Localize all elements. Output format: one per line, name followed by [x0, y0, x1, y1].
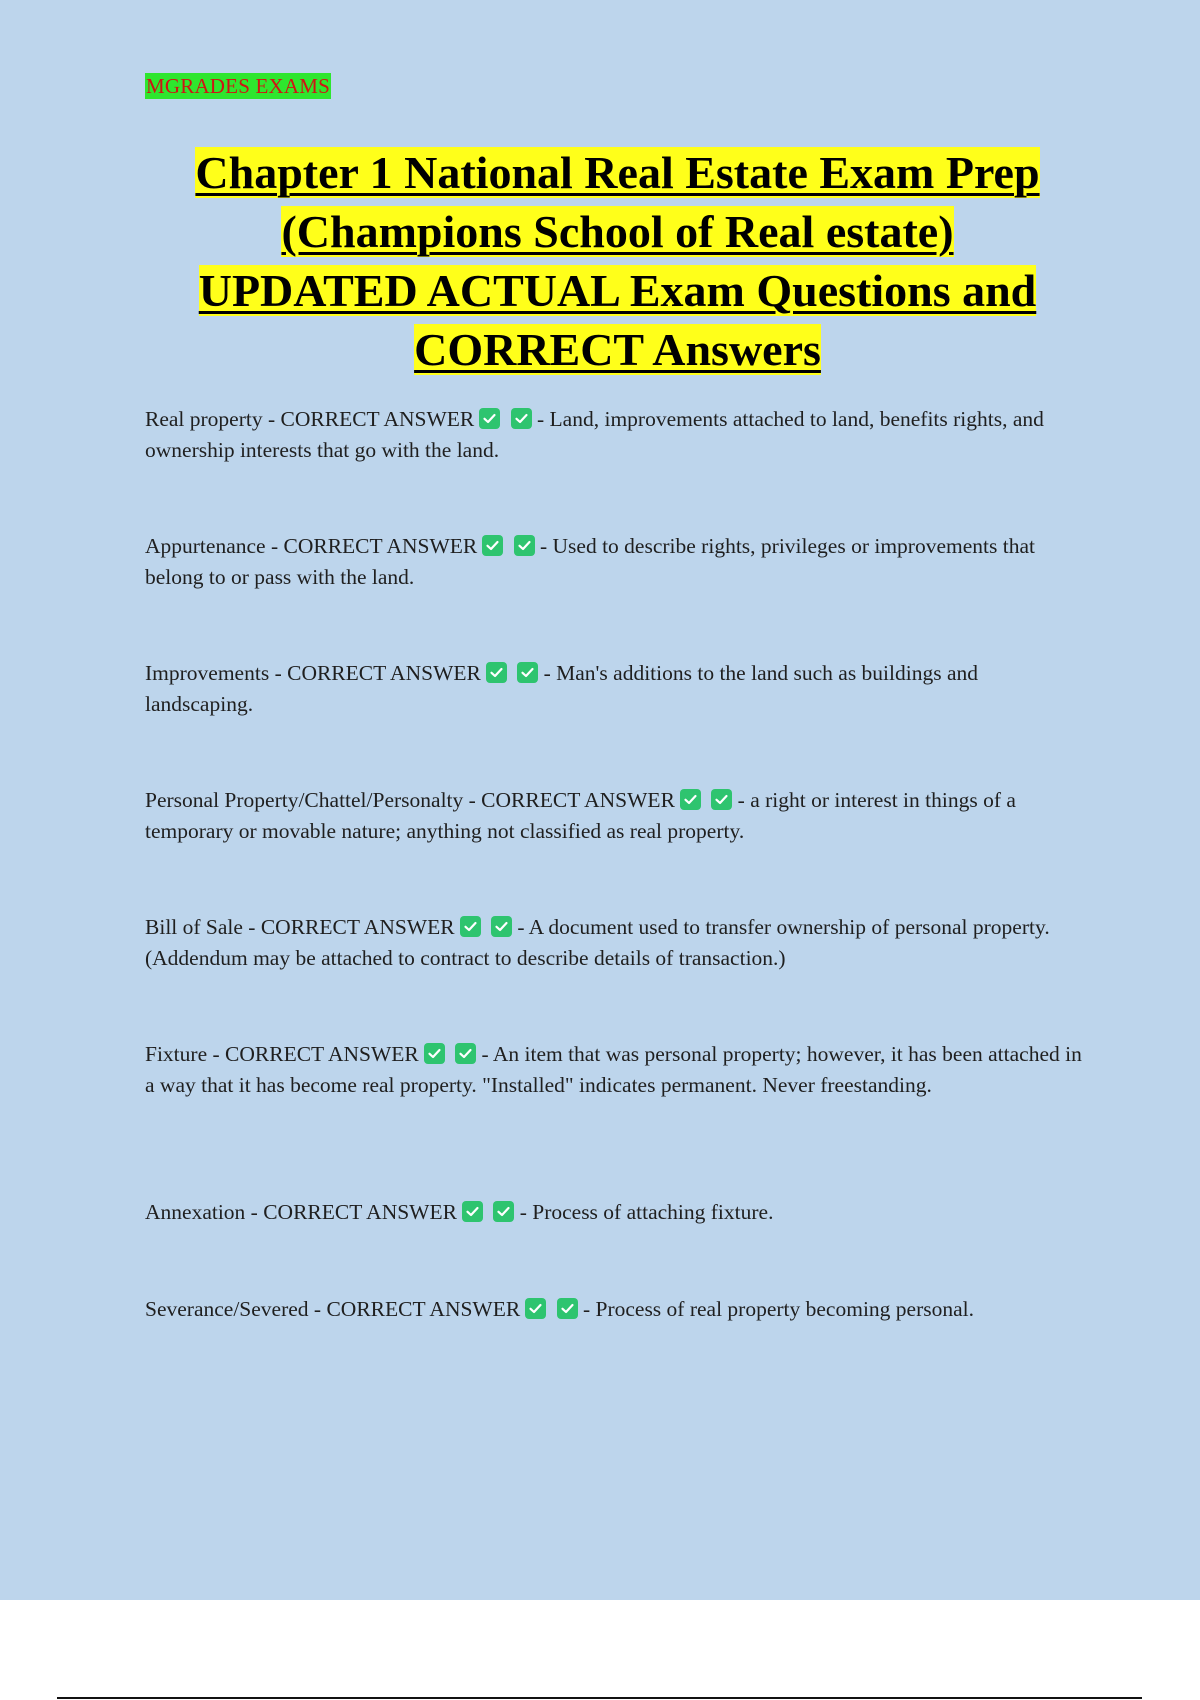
check-mark-icon [462, 1201, 483, 1222]
check-mark-icon [455, 1043, 476, 1064]
qa-answer: - Process of real property becoming personal. [582, 1297, 975, 1321]
qa-item [145, 404, 1090, 465]
check-mark-icon [486, 662, 507, 683]
qa-answer: - Process of attaching fixture. [519, 1200, 774, 1224]
check-mark-icon [491, 916, 512, 937]
check-mark-icon [517, 662, 538, 683]
qa-term: Personal Property/Chattel/Personalty - CORRECT ANSWER [145, 788, 675, 812]
brand-label: MGRADES EXAMS [146, 74, 331, 98]
qa-answer: - A document used to transfer ownership of personal property. (Addendum may be attached to contract to describe details of transaction.) [145, 915, 1050, 970]
title-line: UPDATED ACTUAL Exam Questions and [198, 265, 1037, 316]
check-mark-icon [514, 535, 535, 556]
check-mark-icon [424, 1043, 445, 1064]
page-title [120, 143, 1115, 379]
qa-answer: - Land, improvements attached to land, benefits rights, and ownership interests that go with the land. [145, 407, 1044, 462]
footer-divider [57, 1697, 1142, 1699]
qa-term: Appurtenance - CORRECT ANSWER [145, 534, 478, 558]
qa-term: Fixture - CORRECT ANSWER [145, 1042, 419, 1066]
qa-term: Real property - CORRECT ANSWER [145, 407, 475, 431]
qa-term: Improvements - CORRECT ANSWER [145, 661, 481, 685]
qa-item [145, 785, 1090, 846]
check-mark-icon [511, 408, 532, 429]
check-mark-icon [482, 535, 503, 556]
check-mark-icon [460, 916, 481, 937]
qa-term: Annexation - CORRECT ANSWER [145, 1200, 457, 1224]
qa-item [145, 1039, 1090, 1100]
qa-answer: - a right or interest in things of a temporary or movable nature; anything not classified as real property. [145, 788, 1016, 843]
check-mark-icon [711, 789, 732, 810]
qa-answer: - Man's additions to the land such as buildings and landscaping. [145, 661, 979, 716]
qa-item [145, 658, 1090, 719]
qa-answer: - Used to describe rights, privileges or improvements that belong to or pass with the land. [145, 534, 1035, 589]
check-mark-icon [493, 1201, 514, 1222]
title-line: CORRECT Answers [414, 324, 821, 375]
qa-item [145, 1197, 1090, 1228]
qa-item [145, 531, 1090, 592]
title-line: Chapter 1 National Real Estate Exam Prep [195, 147, 1040, 198]
qa-term: Bill of Sale - CORRECT ANSWER [145, 915, 455, 939]
qa-item [145, 1294, 1090, 1325]
check-mark-icon [680, 789, 701, 810]
check-mark-icon [557, 1298, 578, 1319]
qa-item [145, 912, 1090, 973]
check-mark-icon [479, 408, 500, 429]
title-line: (Champions School of Real estate) [281, 206, 954, 257]
check-mark-icon [525, 1298, 546, 1319]
qa-term: Severance/Severed - CORRECT ANSWER [145, 1297, 521, 1321]
qa-answer: - An item that was personal property; however, it has been attached in a way that it has become real property. "Installed" indicates permanent. Never freestanding. [145, 1042, 1082, 1097]
